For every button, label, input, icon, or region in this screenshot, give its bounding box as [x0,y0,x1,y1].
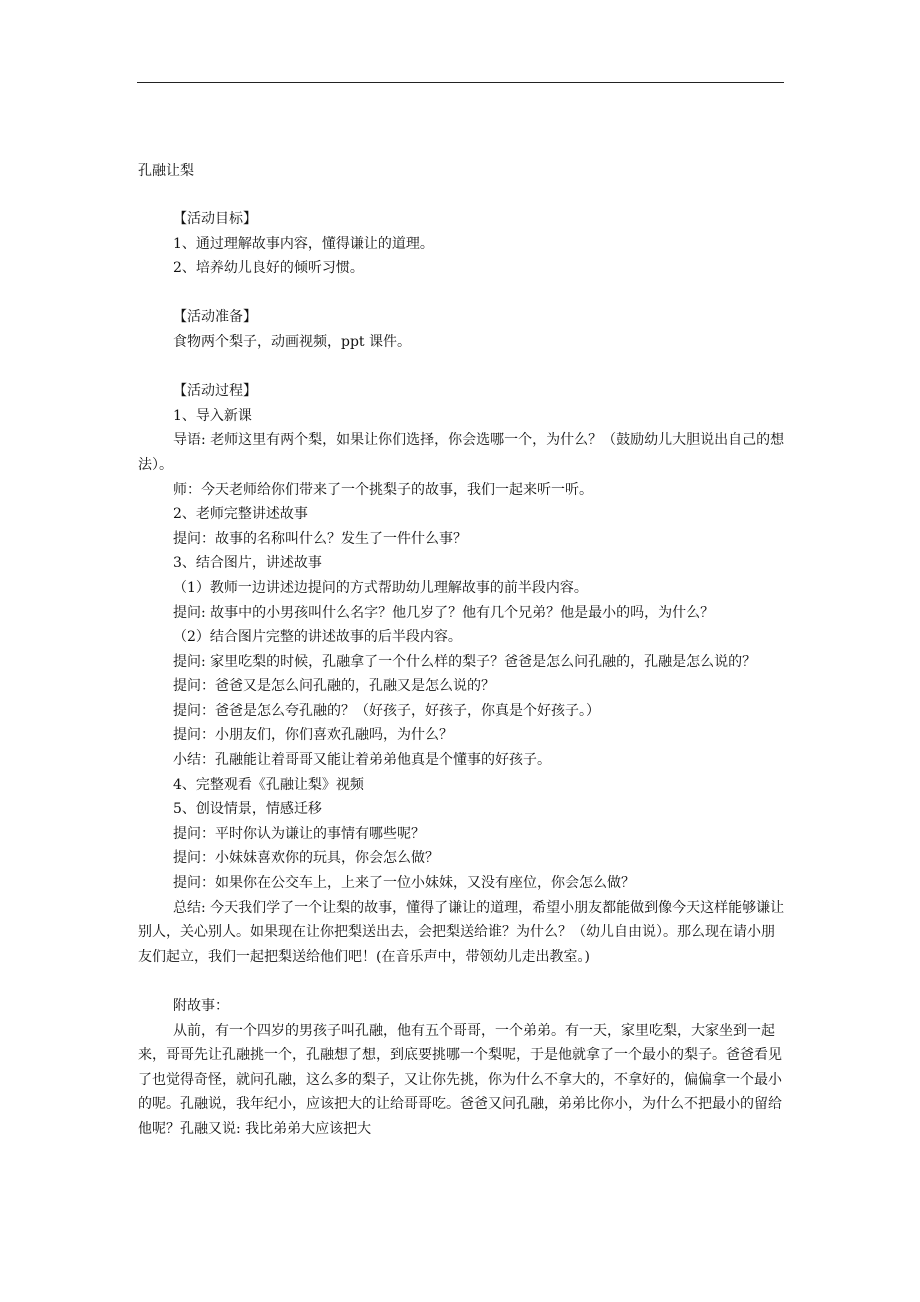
goals-heading: 【活动目标】 [173,211,257,227]
spacer [138,281,788,306]
goal-item: 1、通过理解故事内容，懂得谦让的道理。 [173,235,434,252]
preparation-text: 食物两个梨子，动画视频，ppt 课件。 [173,333,411,350]
process-step: 1、导入新课 [173,407,252,424]
process-line: 提问：爸爸又是怎么问孔融的，孔融又是怎么说的？ [173,678,495,695]
process-step: 5、创设情景，情感迁移 [173,801,322,818]
process-line: 提问: 故事中的小男孩叫什么名字？他几岁了？他有几个兄弟？他是最小的吗，为什么？ [173,604,715,621]
process-step: 3、结合图片，讲述故事 [173,555,322,572]
process-line: 小结：孔融能让着哥哥又能让着弟弟他真是个懂事的好孩子。 [173,752,551,769]
document-title: 孔融让梨 [138,163,194,179]
process-line: 提问：如果你在公交车上，上来了一位小妹妹，又没有座位，你会怎么做？ [173,875,635,892]
spacer [138,355,788,380]
document-body [138,207,788,1142]
process-line: （1）教师一边讲述边提问的方式帮助幼儿理解故事的前半段内容。 [173,579,588,596]
spacer [138,969,788,994]
appendix-heading: 附故事： [173,998,229,1014]
process-step: 4、完整观看《孔融让梨》视频 [173,776,364,793]
process-line: 提问：爸爸是怎么夸孔融的？（好孩子，好孩子，你真是个好孩子。） [173,702,600,719]
process-heading: 【活动过程】 [173,383,257,400]
process-step: 2、老师完整讲述故事 [173,506,308,523]
process-line: （2）结合图片完整的讲述故事的后半段内容。 [173,629,462,646]
process-line: 提问：故事的名称叫什么？发生了一件什么事？ [173,530,467,547]
process-line: 提问：小妹妹喜欢你的玩具，你会怎么做？ [173,850,439,867]
appendix-story: 从前，有一个四岁的男孩子叫孔融，他有五个哥哥，一个弟弟。有一天，家里吃梨，大家坐到一起来，哥哥先让孔融挑一个，孔融想了想，到底要挑哪一个梨呢，于是他就拿了一个最小的梨子。爸爸看见了也觉得奇怪，就问孔融，这么多的梨子，又让你先挑，你为什么不拿大的，不拿好的，偏偏拿一个最小的呢。孔融说，我年纪小，应该把大的让给哥哥吃。爸爸又问孔融，弟弟比你小，为什么不把最小的留给他呢？孔融又说: 我比弟弟大应该把大 [138,1022,782,1137]
process-line: 导语: 老师这里有两个梨，如果让你们选择，你会选哪一个，为什么？（鼓励幼儿大胆说出自己的想法）。 [138,432,785,473]
preparation-heading: 【活动准备】 [173,309,257,326]
process-line: 提问：小朋友们，你们喜欢孔融吗，为什么？ [173,727,453,744]
process-summary: 总结: 今天我们学了一个让梨的故事，懂得了谦让的道理，希望小朋友都能做到像今天这样能够谦让别人，关心别人。如果现在让你把梨送出去，会把梨送给谁？为什么？（幼儿自由说）。那么现在请小朋友们起立，我们一起把梨送给他们吧！(在音乐声中，带领幼儿走出教室。) [138,899,785,965]
process-line: 师：今天老师给你们带来了一个挑梨子的故事，我们一起来听一听。 [173,481,593,498]
process-line: 提问：平时你认为谦让的事情有哪些呢？ [173,825,425,842]
process-line: 提问: 家里吃梨的时候，孔融拿了一个什么样的梨子？爸爸是怎么问孔融的，孔融是怎么说的？ [173,653,757,670]
header-rule [137,82,784,83]
goal-item: 2、培养幼儿良好的倾听习惯。 [173,260,364,277]
